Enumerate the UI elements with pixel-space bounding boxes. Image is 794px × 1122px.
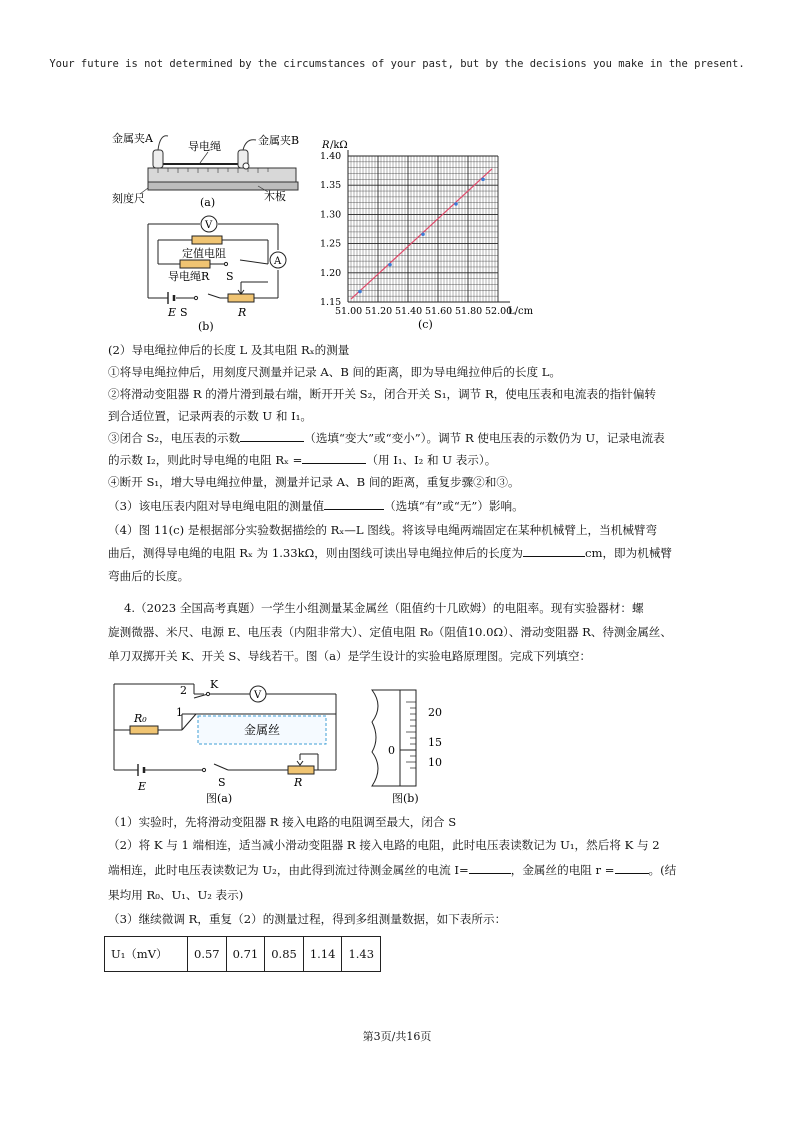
- label-r: R: [238, 306, 247, 319]
- q3-part2: （选填“变大”或“变小”）。调节 R 使电压表的示数仍为 U，记录电流表: [304, 431, 665, 445]
- text-line-2: ①将导电绳拉伸后，用刻度尺测量并记录 A、B 间的距离，即为导电绳拉伸后的长度 L。: [108, 365, 562, 379]
- sub-2b-part3: 。(结: [648, 863, 677, 877]
- y-tick-label: 1.20: [320, 267, 342, 279]
- blank-resistance[interactable]: [615, 862, 649, 874]
- data-point: [421, 232, 425, 236]
- data-point: [481, 178, 485, 182]
- table-header-cell: U₁（mV）: [105, 937, 188, 972]
- text-line-q4-2: [108, 545, 672, 561]
- table-cell: 0.85: [265, 937, 304, 972]
- data-point: [388, 263, 392, 267]
- x-tick-label: 52.00: [485, 306, 513, 317]
- blank-influence[interactable]: [324, 498, 384, 510]
- q3-part4: （用 I₁、I₂ 和 U 表示）。: [366, 453, 497, 467]
- micrometer-tick-15: 15: [428, 736, 442, 749]
- micrometer-figure-b: [366, 688, 466, 806]
- table-cell: 1.43: [342, 937, 381, 972]
- table-cell: 0.71: [226, 937, 265, 972]
- text-line-5: ④断开 S₁，增大导电绳拉伸量，测量并记录 A、B 间的距离，重复步骤②和③。: [108, 475, 520, 489]
- figure-c-chart: [314, 136, 540, 332]
- micrometer-tick-10: 10: [428, 756, 442, 769]
- x-tick-label: 51.40: [395, 306, 423, 317]
- label-fixed-resistor: 定值电阻: [182, 247, 226, 260]
- sub-line-2c: 果均用 R₀、U₁、U₂ 表示): [108, 888, 244, 902]
- micrometer-zero: 0: [388, 744, 395, 757]
- data-table: [104, 936, 381, 972]
- text-line-q3b: [108, 452, 496, 468]
- circuit-figure-a: [110, 680, 352, 804]
- sub-2b-part1: 端相连，此时电压表读数记为 U₂，由此得到流过待测金属丝的电流 I=: [108, 863, 469, 877]
- ammeter-symbol: A: [274, 256, 282, 267]
- circuit-label-k: K: [210, 680, 219, 691]
- problem4-line-3: 单刀双掷开关 K、开关 S、导线若干。图（a）是学生设计的实验电路原理图。完成下列填空：: [108, 649, 592, 663]
- text-line-q3a: [108, 430, 665, 446]
- circuit-label-wire: 金属丝: [244, 723, 281, 737]
- label-s2: S: [226, 270, 234, 283]
- sub-line-3: （3）继续微调 R，重复（2）的测量过程，得到多组测量数据，如下表所示：: [108, 912, 507, 926]
- q4-part-a: 曲后，测得导电绳的电阻 Rₓ 为 1.33kΩ，则由图线可读出导电绳拉伸后的长度为: [108, 546, 523, 560]
- label-s1: S: [180, 306, 188, 319]
- x-tick-label: 51.80: [455, 306, 483, 317]
- q3-part1: ③闭合 S₂，电压表的示数: [108, 431, 241, 445]
- label-clip-b: 金属夹B: [258, 134, 300, 147]
- sub-line-2a: （2）将 K 与 1 端相连，适当减小滑动变阻器 R 接入电路的电阻，此时电压表读数记为 U₁，然后将 K 与 2: [108, 838, 660, 852]
- micrometer-tick-20: 20: [428, 706, 442, 719]
- problem4-line-1: 4.（2023 全国高考真题）一学生小组测量某金属丝（阻值约十几欧姆）的电阻率。现有实验器材：螺: [124, 601, 644, 615]
- blank-length[interactable]: [523, 545, 585, 557]
- y-tick-label: 1.40: [320, 151, 342, 162]
- text-line-q4-3: 弯曲后的长度。: [108, 569, 190, 583]
- text-line-q4-1: （4）图 11(c) 是根据部分实验数据描绘的 Rₓ—L 图线。将该导电绳两端固定在某种机械臂上，当机械臂弯: [108, 523, 658, 537]
- x-tick-label: 51.00: [335, 306, 363, 317]
- text-line-3: ②将滑动变阻器 R 的滑片滑到最右端，断开开关 S₂，闭合开关 S₁，调节 R，使电压表和电流表的指针偏转: [108, 387, 657, 401]
- y-tick-label: 1.30: [320, 209, 342, 221]
- label-wire-rx: 导电绳R: [168, 270, 210, 283]
- problem4-line-2: 旋测微器、米尺、电源 E、电压表（内阻非常大）、定值电阻 R₀（阻值10.0Ω）、滑动变阻器 R、待测金属丝、: [108, 625, 672, 639]
- micrometer-caption: 图(b): [392, 792, 419, 805]
- label-ruler: 刻度尺: [112, 192, 145, 205]
- text-line-1: (2）导电绳拉伸后的长度 L 及其电阻 Rₓ的测量: [108, 343, 350, 357]
- label-wire: 导电绳: [188, 140, 221, 153]
- table-row: [105, 937, 381, 972]
- circuit-label-s: S: [218, 776, 226, 789]
- caption-b: (b): [198, 320, 214, 333]
- blank-current[interactable]: [469, 862, 511, 874]
- figure-b-circuit: [128, 210, 298, 334]
- figure-a-apparatus: [108, 126, 308, 210]
- label-e: E: [168, 306, 177, 319]
- sub-line-1: （1）实验时，先将滑动变阻器 R 接入电路的电阻调至最大，闭合 S: [108, 815, 457, 829]
- circuit-label-r0: R₀: [134, 712, 147, 725]
- data-point: [358, 290, 362, 294]
- label-clip-a: 金属夹A: [112, 132, 153, 145]
- table-cell: 0.57: [188, 937, 227, 972]
- x-tick-label: 51.60: [425, 306, 453, 317]
- y-tick-label: 1.25: [320, 238, 342, 250]
- chart-ylabel: R: [322, 140, 330, 151]
- q4-part-b: cm，即为机械臂: [584, 546, 673, 560]
- x-tick-label: 51.20: [365, 306, 393, 317]
- blank-voltage-change[interactable]: [240, 430, 304, 442]
- label-board: 木板: [264, 190, 286, 203]
- circuit-label-node2: 2: [180, 684, 187, 697]
- y-tick-label: 1.15: [320, 297, 342, 308]
- data-point: [454, 202, 458, 206]
- chart-ylabel-unit: /kΩ: [330, 140, 348, 151]
- caption-a: (a): [200, 196, 216, 209]
- circuit-label-e: E: [138, 780, 147, 793]
- caption-c: (c): [418, 318, 433, 331]
- text-line-4: 到合适位置，记录两表的示数 U 和 I₁。: [108, 409, 312, 423]
- sub-2b-part2: ，金属丝的电阻 r =: [510, 863, 615, 877]
- page-footer: 第3页/共16页: [362, 1030, 432, 1043]
- text-line-influence: [108, 498, 524, 514]
- chart-xlabel: L/cm: [508, 306, 534, 317]
- y-tick-label: 1.35: [320, 180, 342, 192]
- voltmeter-symbol: V: [205, 220, 213, 231]
- circuit-caption: 图(a): [206, 792, 233, 804]
- influence-part2: （选填“有”或“无”）影响。: [384, 499, 524, 513]
- table-cell: 1.14: [303, 937, 342, 972]
- sub-line-2b: [108, 862, 676, 878]
- influence-part1: （3）该电压表内阻对导电绳电阻的测量值: [108, 499, 325, 513]
- motto-header: Your future is not determined by the circumstances of your past, but by the decisions you make in the present.: [49, 58, 745, 70]
- circuit-label-r: R: [294, 776, 303, 789]
- circuit-label-node1: 1: [176, 706, 183, 719]
- q3-part3: 的示数 I₂，则此时导电绳的电阻 Rₓ =: [108, 453, 303, 467]
- circuit-voltmeter-symbol: V: [254, 690, 262, 701]
- blank-rx-expression[interactable]: [302, 452, 366, 464]
